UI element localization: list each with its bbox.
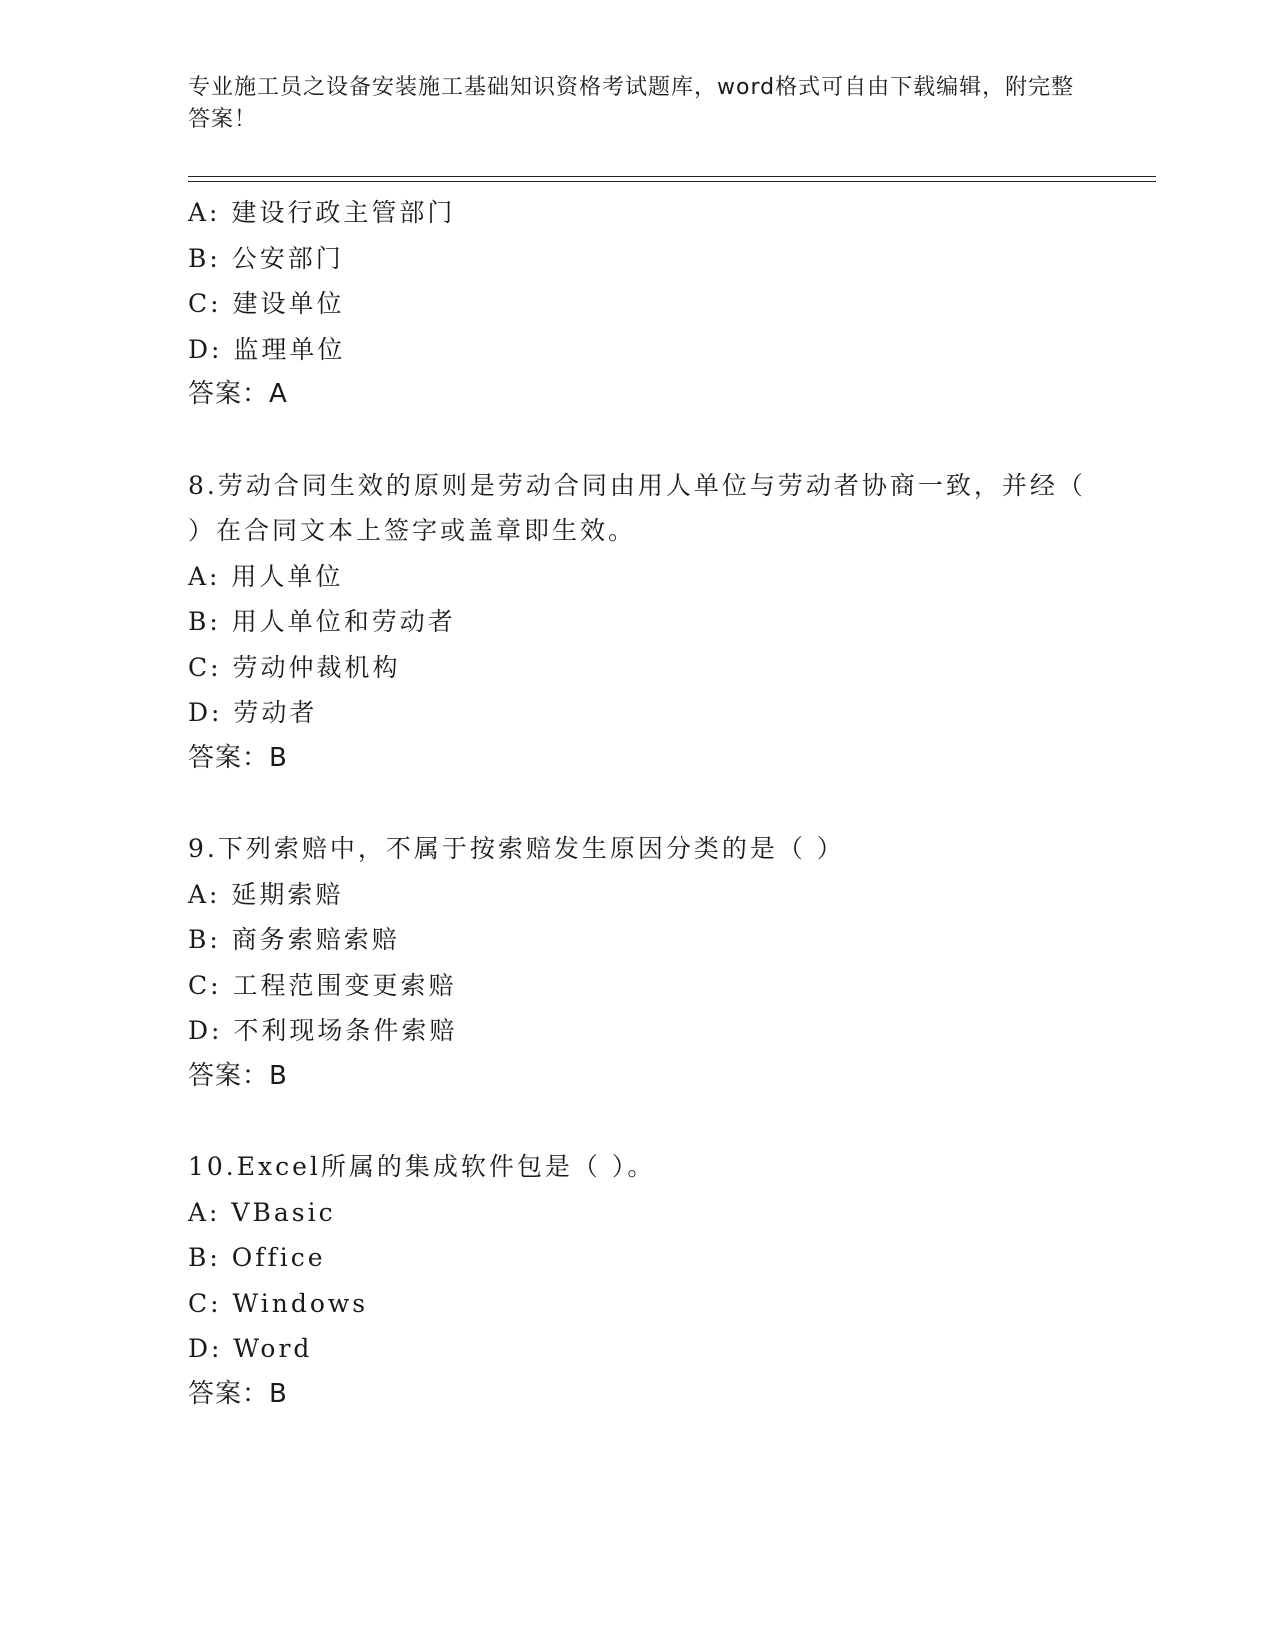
option-c: C: Windows [188, 1288, 369, 1318]
option-a: A: VBasic [188, 1197, 336, 1227]
answer-line: 答案：B [188, 742, 288, 773]
option-a: A: 延期索赔 [188, 879, 344, 909]
option-d: D: 不利现场条件索赔 [188, 1016, 458, 1045]
option-c: C: 工程范围变更索赔 [188, 970, 457, 1000]
document-header: 专业施工员之设备安装施工基础知识资格考试题库，word格式可自由下载编辑，附完整答案！ [188, 75, 1075, 132]
question-stem: 10.Excel所属的集成软件包是（ ）。 [188, 1152, 656, 1181]
header-divider-top [188, 176, 1156, 177]
option-c: C: 劳动仲裁机构 [188, 652, 401, 682]
option-a: A: 建设行政主管部门 [188, 198, 456, 227]
question-8-block [188, 463, 1088, 782]
option-b: B: 用人单位和劳动者 [188, 607, 456, 636]
question-stem: 8.劳动合同生效的原则是劳动合同由用人单位与劳动者协商一致，并经（ ）在合同文本上签字或盖章即生效。 [188, 470, 1086, 545]
header-divider-bottom [188, 181, 1156, 182]
option-a: A: 用人单位 [188, 561, 344, 591]
option-b: B: 公安部门 [188, 243, 344, 273]
option-c: C: 建设单位 [188, 289, 345, 318]
option-b: B: Office [188, 1243, 326, 1272]
option-d: D: Word [188, 1334, 313, 1363]
answer-line: 答案：B [188, 1378, 288, 1409]
question-stem: 9.下列索赔中，不属于按索赔发生原因分类的是（ ） [188, 834, 845, 863]
question-9-block [188, 826, 1088, 1099]
document-body [188, 190, 1088, 1417]
question-7-block [188, 190, 1088, 418]
option-d: D: 监理单位 [188, 334, 346, 364]
option-d: D: 劳动者 [188, 698, 318, 727]
option-b: B: 商务索赔索赔 [188, 925, 400, 954]
answer-line: 答案：B [188, 1060, 288, 1091]
question-10-block [188, 1144, 1088, 1417]
answer-line: 答案：A [188, 379, 288, 409]
